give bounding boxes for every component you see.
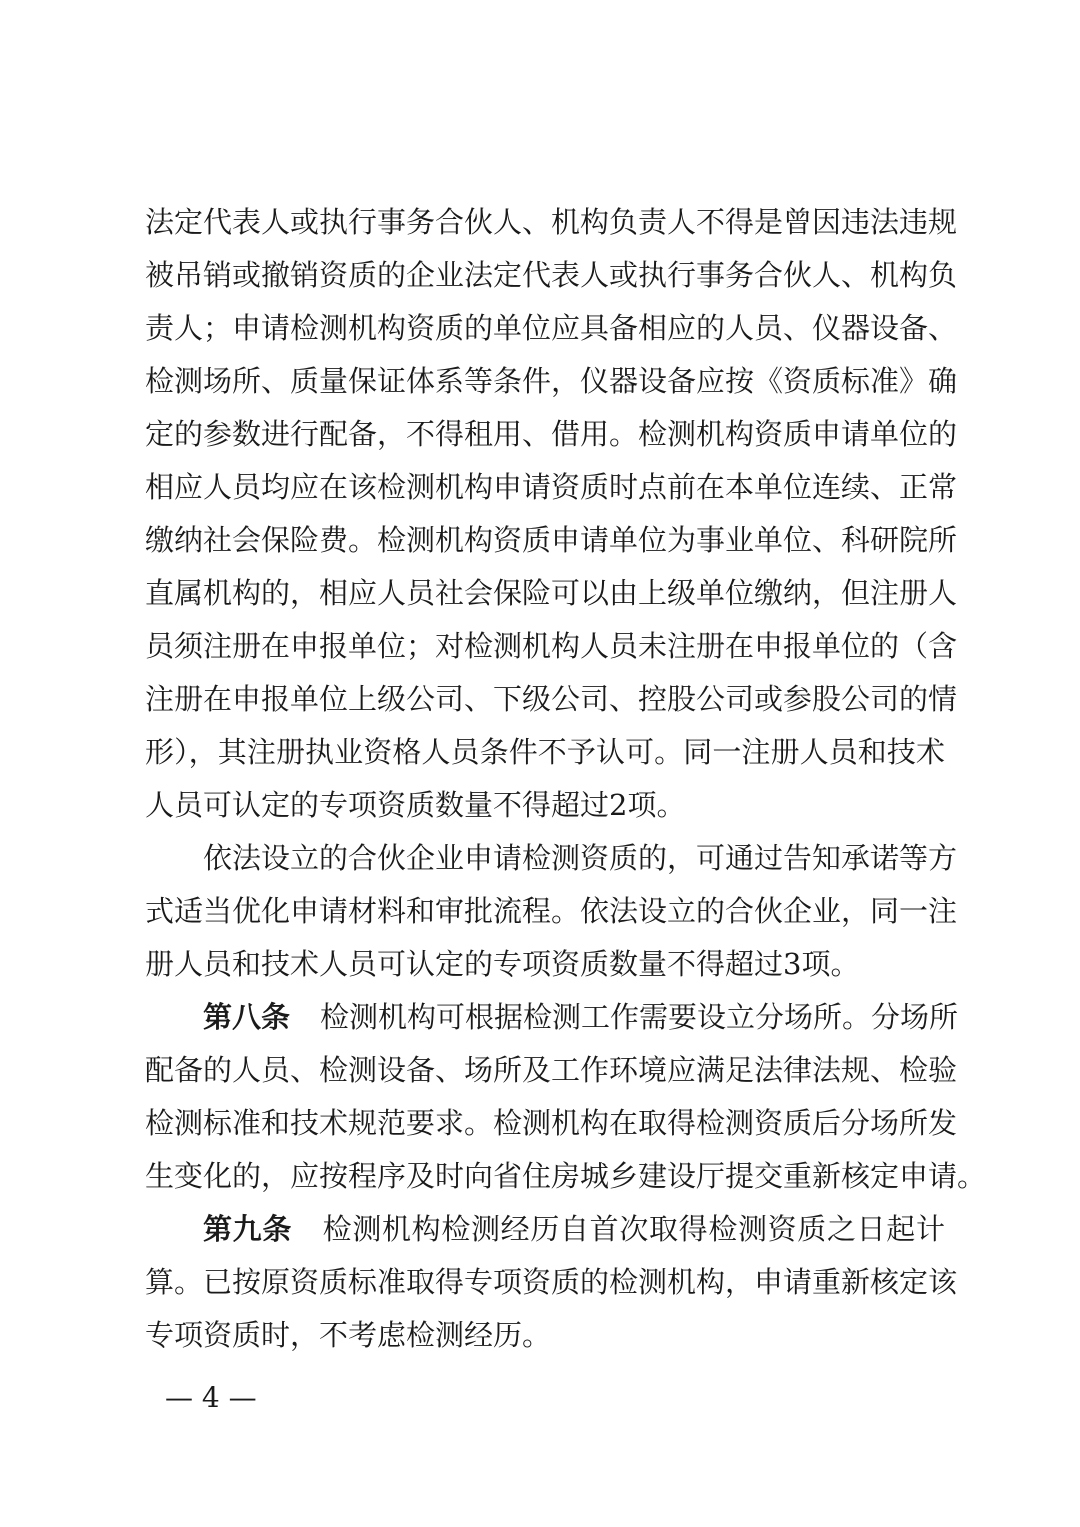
article-9-line-1: [203, 1203, 945, 1255]
paragraph-1-line-4: 检测场所、质量保证体系等条件，仪器设备应按《资质标准》确: [145, 364, 958, 398]
article-9-text-start: 检测机构检测经历自首次取得检测资质之日起计: [322, 1212, 945, 1246]
paragraph-1-line-3: 责人；申请检测机构资质的单位应具备相应的人员、仪器设备、: [145, 311, 958, 345]
paragraph-1-line-7: 缴纳社会保险费。检测机构资质申请单位为事业单位、科研院所: [145, 523, 958, 557]
article-8-line-1: [203, 991, 959, 1043]
paragraph-1-line-12: 人员可认定的专项资质数量不得超过2项。: [145, 788, 686, 822]
paragraph-1-line-5: 定的参数进行配备，不得租用、借用。检测机构资质申请单位的: [145, 417, 958, 451]
article-8-line-2: 配备的人员、检测设备、场所及工作环境应满足法律法规、检验: [145, 1053, 958, 1087]
article-9-line-2: 算。已按原资质标准取得专项资质的检测机构，申请重新核定该: [145, 1265, 958, 1299]
paragraph-1-line-10: 注册在申报单位上级公司、下级公司、控股公司或参股公司的情: [145, 682, 958, 716]
page-number: — 4 —: [165, 1381, 257, 1414]
paragraph-1-line-9: 员须注册在申报单位；对检测机构人员未注册在申报单位的（含: [145, 629, 958, 663]
article-8-text-start: 检测机构可根据检测工作需要设立分场所。分场所: [320, 1000, 959, 1034]
paragraph-2-line-3: 册人员和技术人员可认定的专项资质数量不得超过3项。: [145, 947, 860, 981]
paragraph-2-line-1: 依法设立的合伙企业申请检测资质的，可通过告知承诺等方: [203, 841, 958, 875]
paragraph-1-line-2: 被吊销或撤销资质的企业法定代表人或执行事务合伙人、机构负: [145, 258, 958, 292]
paragraph-1-line-1: 法定代表人或执行事务合伙人、机构负责人不得是曾因违法违规: [145, 205, 958, 239]
paragraph-1-line-8: 直属机构的，相应人员社会保险可以由上级单位缴纳，但注册人: [145, 576, 958, 610]
article-8-line-4: 生变化的，应按程序及时向省住房城乡建设厅提交重新核定申请。: [145, 1159, 987, 1193]
article-8-line-3: 检测标准和技术规范要求。检测机构在取得检测资质后分场所发: [145, 1106, 958, 1140]
paragraph-1-line-6: 相应人员均应在该检测机构申请资质时点前在本单位连续、正常: [145, 470, 958, 504]
paragraph-1-line-11: 形），其注册执业资格人员条件不予认可。同一注册人员和技术: [145, 735, 945, 769]
article-9-line-3: 专项资质时，不考虑检测经历。: [145, 1318, 552, 1352]
article-9-label: 第九条: [203, 1212, 292, 1246]
paragraph-2-line-2: 式适当优化申请材料和审批流程。依法设立的合伙企业，同一注: [145, 894, 958, 928]
article-8-label: 第八条: [203, 1000, 291, 1034]
